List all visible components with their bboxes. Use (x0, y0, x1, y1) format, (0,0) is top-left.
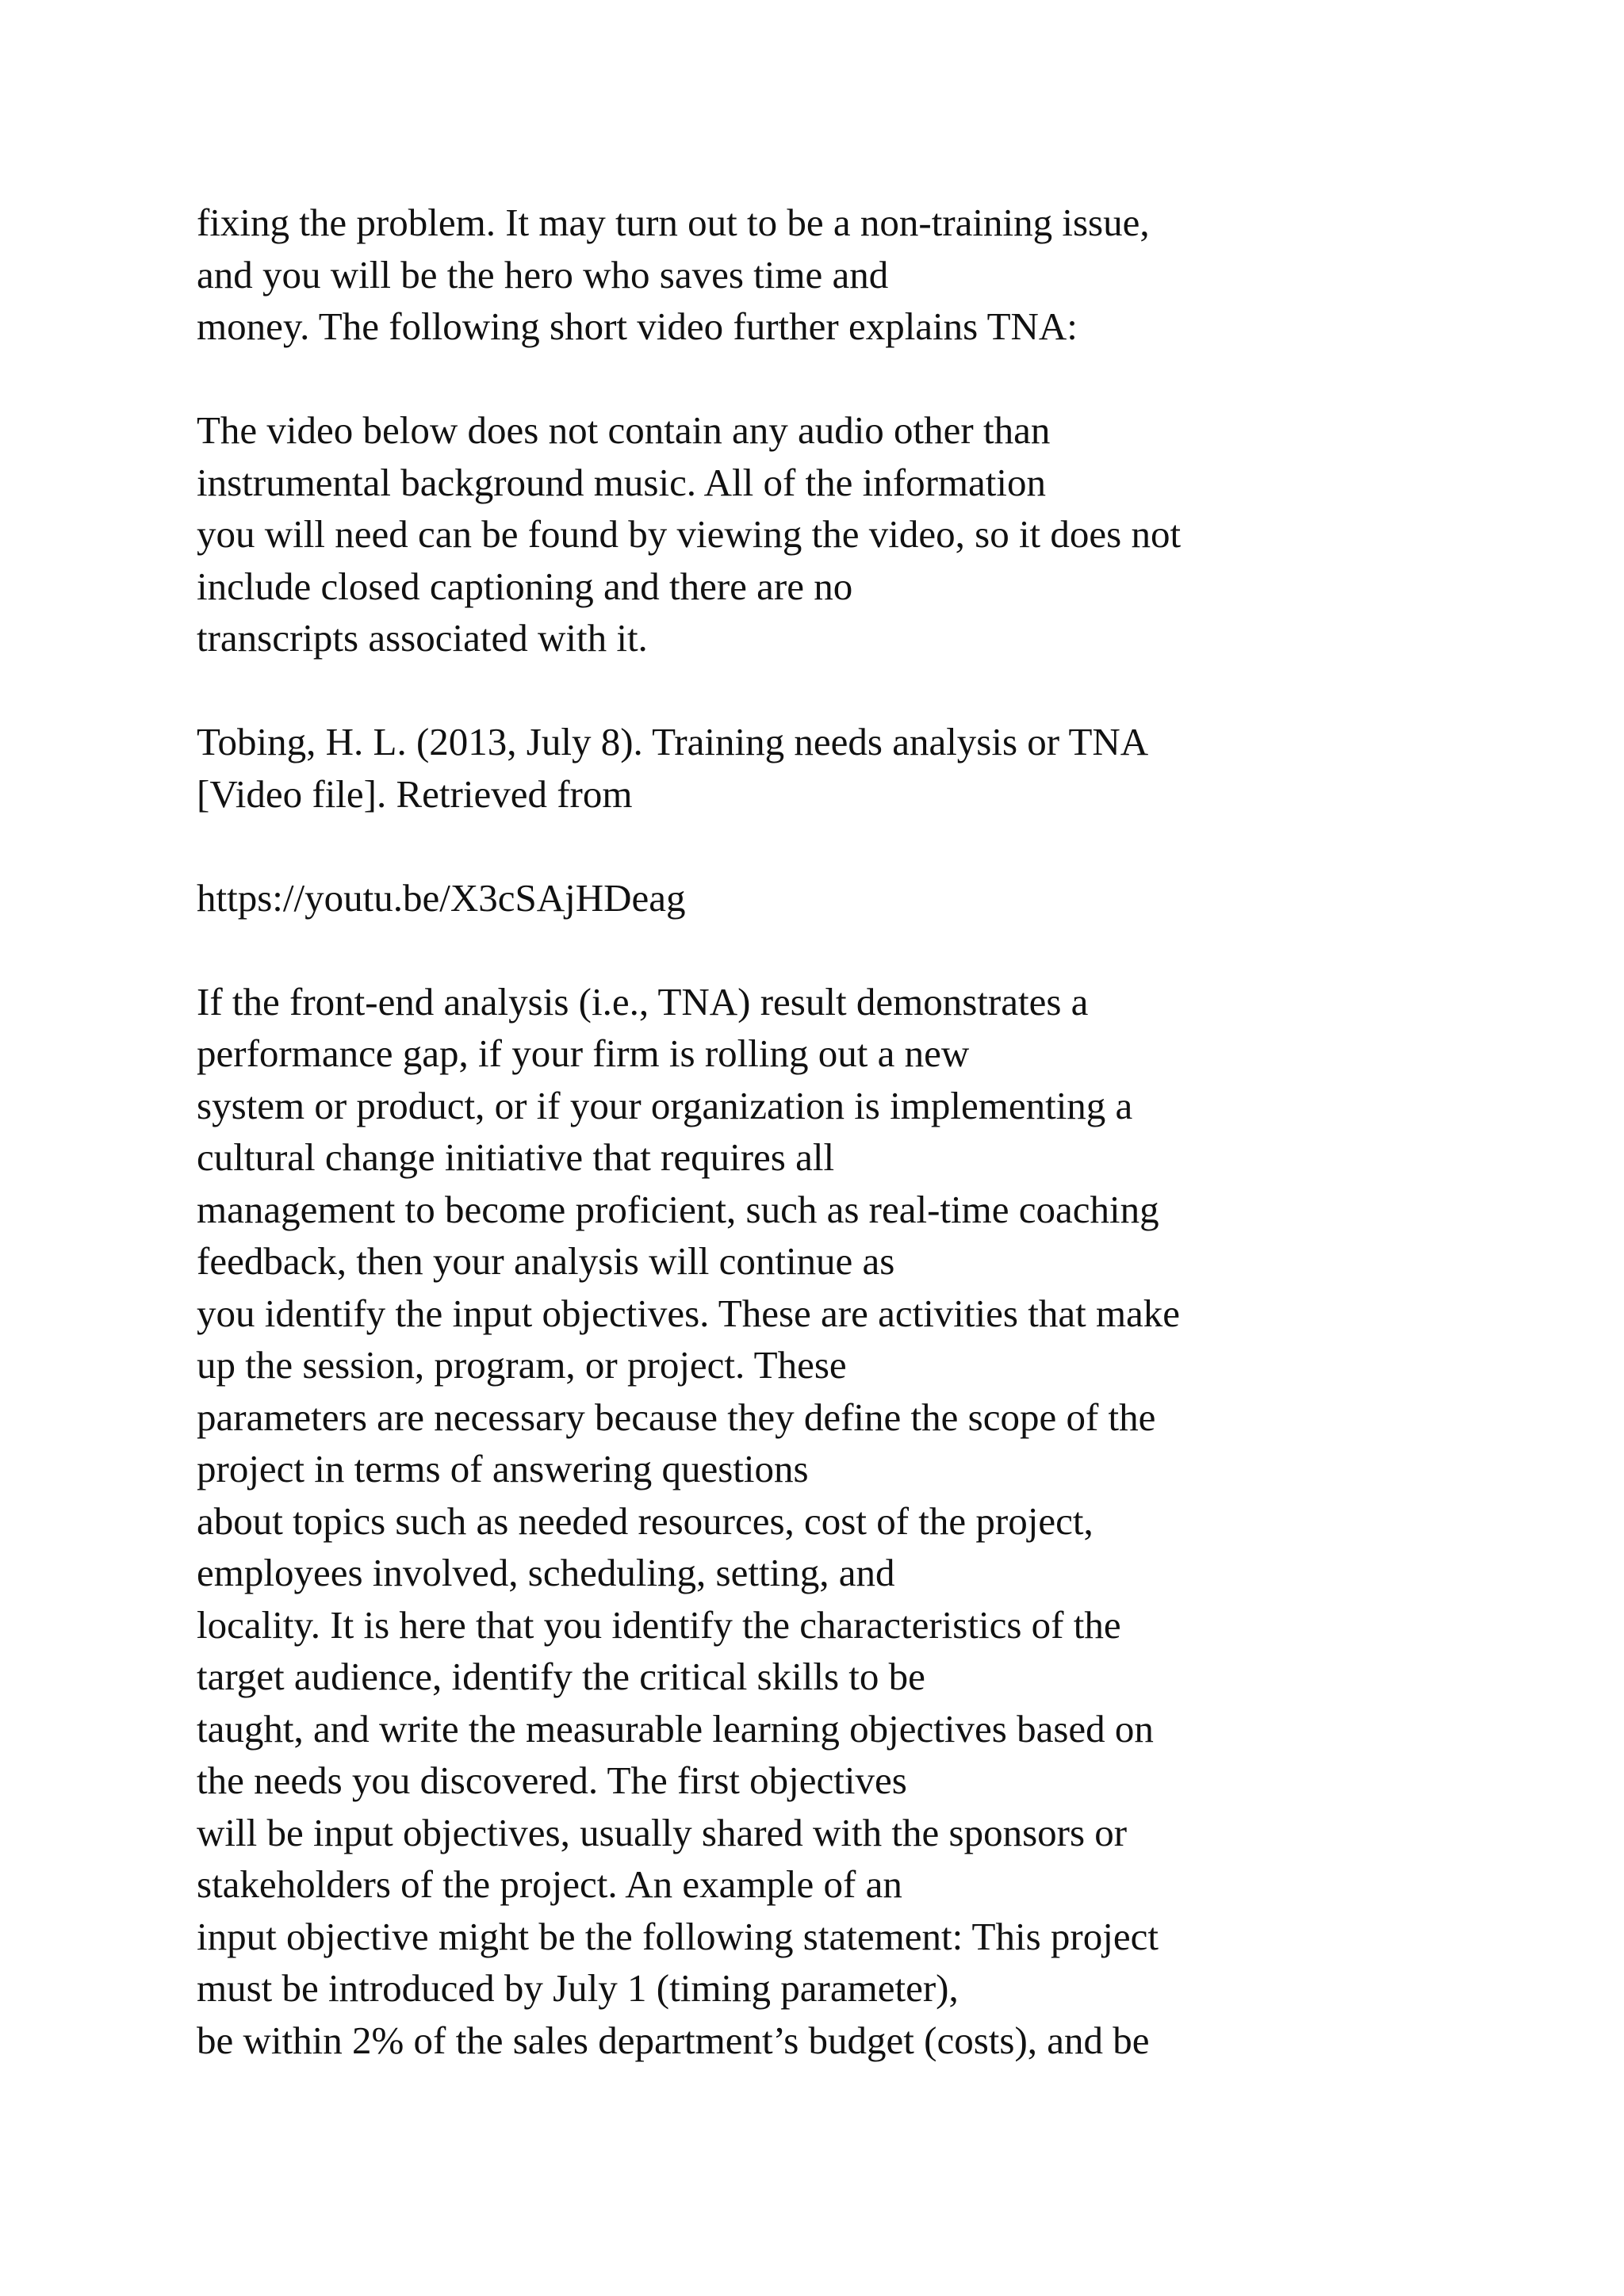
text-line: [Video file]. Retrieved from (197, 771, 633, 816)
text-line: cultural change initiative that requires all (197, 1135, 835, 1179)
text-line: be within 2% of the sales department’s budget (costs), and be (197, 2018, 1150, 2062)
paragraph-analysis (197, 976, 1465, 2067)
text-line: will be input objectives, usually shared with the sponsors or (197, 1810, 1128, 1854)
text-line: Tobing, H. L. (2013, July 8). Training needs analysis or TNA (197, 720, 1149, 763)
text-line: about topics such as needed resources, cost of the project, (197, 1498, 1094, 1543)
text-line: If the front-end analysis (i.e., TNA) result demonstrates a (197, 979, 1089, 1024)
text-line: the needs you discovered. The first objectives (197, 1758, 907, 1802)
text-line: you identify the input objectives. These are activities that make (197, 1291, 1181, 1335)
text-line: up the session, program, or project. These (197, 1343, 847, 1387)
text-line: system or product, or if your organization is implementing a (197, 1083, 1133, 1127)
video-url: https://youtu.be/X3cSAjHDeag (197, 875, 686, 920)
text-line: The video below does not contain any audio other than (197, 408, 1051, 452)
text-line: locality. It is here that you identify the characteristics of the (197, 1602, 1121, 1647)
text-line: management to become proficient, such as real-time coaching (197, 1187, 1159, 1231)
text-line: stakeholders of the project. An example of an (197, 1862, 902, 1906)
text-line: employees involved, scheduling, setting, and (197, 1551, 895, 1594)
text-line: performance gap, if your firm is rolling out a new (197, 1031, 970, 1075)
text-line: and you will be the hero who saves time and (197, 252, 889, 297)
text-line: money. The following short video further explains TNA: (197, 304, 1078, 348)
text-line: transcripts associated with it. (197, 616, 648, 660)
text-line: you will need can be found by viewing the video, so it does not (197, 512, 1182, 556)
text-line: input objective might be the following statement: This project (197, 1914, 1159, 1958)
text-line: include closed captioning and there are no (197, 564, 853, 608)
text-line: instrumental background music. All of the information (197, 460, 1046, 504)
text-line: feedback, then your analysis will continue as (197, 1239, 895, 1283)
text-line: project in terms of answering questions (197, 1447, 809, 1490)
text-line: taught, and write the measurable learning objectives based on (197, 1706, 1154, 1751)
paragraph-intro (197, 197, 1465, 353)
text-line: must be introduced by July 1 (timing parameter), (197, 1966, 959, 2010)
paragraph-url (197, 872, 1465, 924)
paragraph-video-note (197, 404, 1465, 664)
text-line: fixing the problem. It may turn out to be a non-training issue, (197, 201, 1150, 244)
text-line: target audience, identify the critical skills to be (197, 1655, 925, 1698)
paragraph-citation (197, 716, 1465, 820)
document-body (197, 197, 1465, 2118)
text-line: parameters are necessary because they define the scope of the (197, 1395, 1156, 1439)
